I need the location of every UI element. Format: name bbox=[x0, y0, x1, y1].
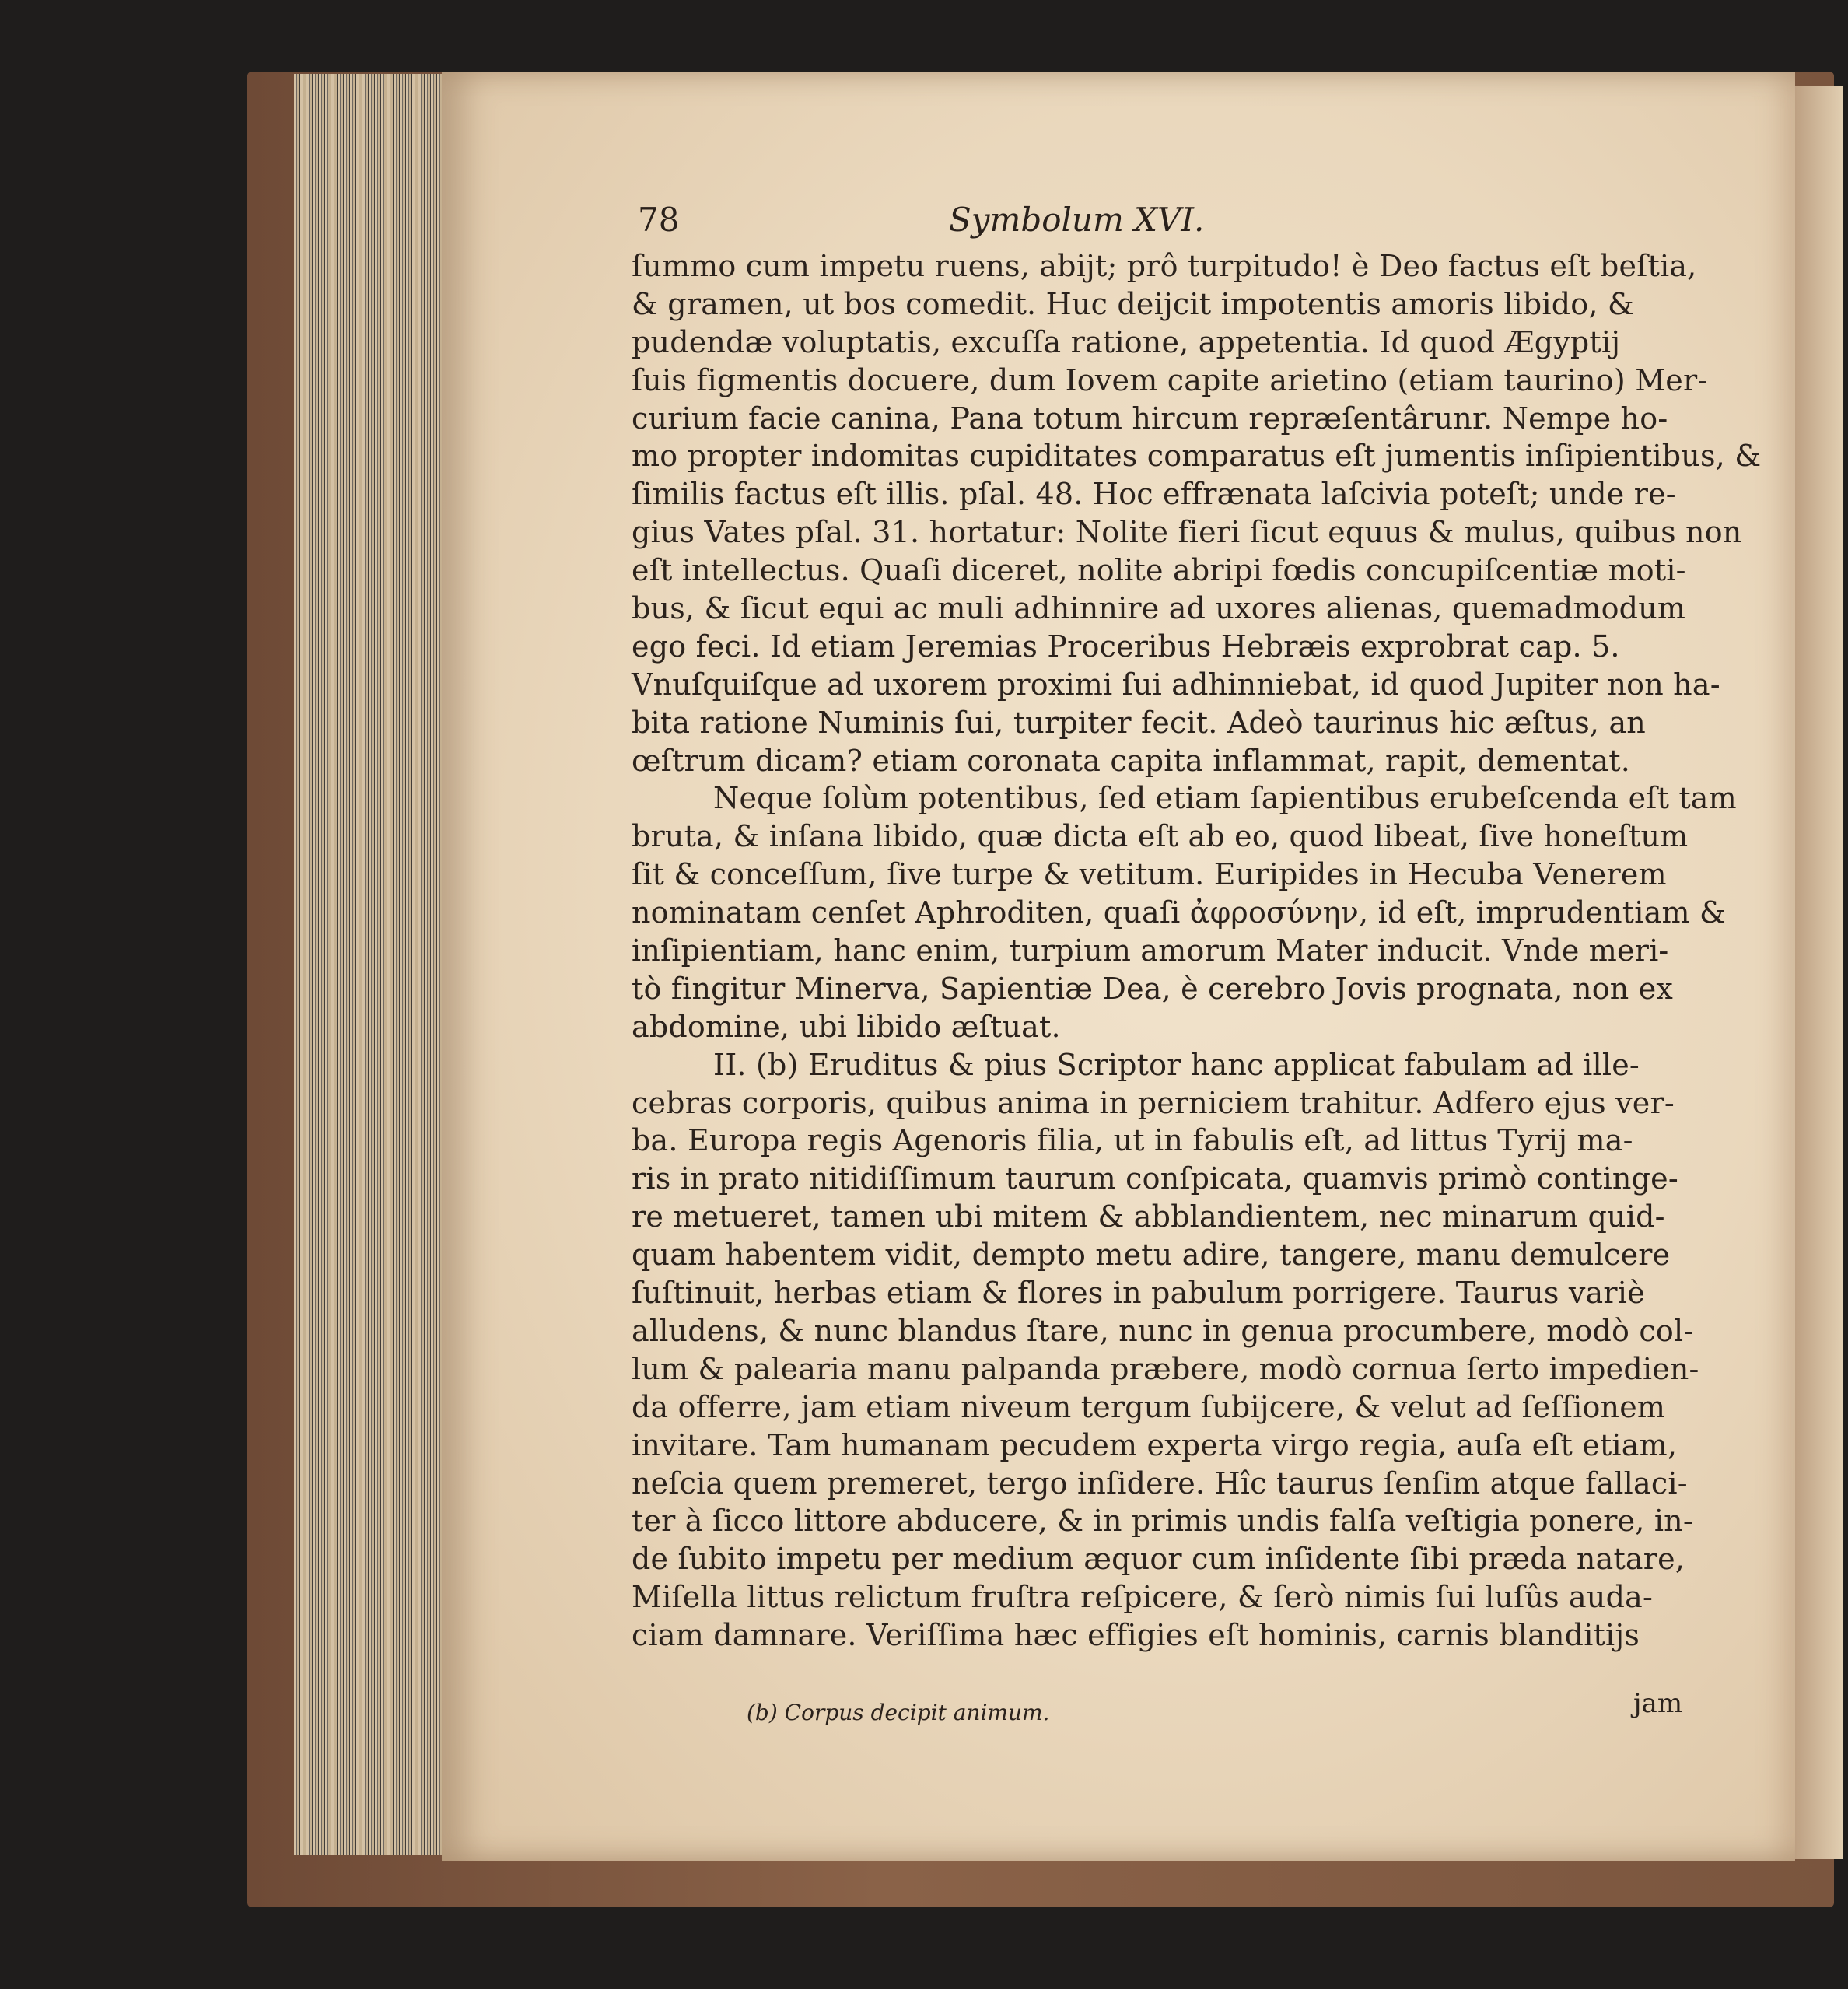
text-line: inſipientiam, hanc enim, turpium amorum Mater inducit. Vnde meri- bbox=[632, 933, 1669, 968]
text-line: quam habentem vidit, dempto metu adire, tangere, manu demulcere bbox=[632, 1238, 1671, 1273]
text-line: nominatam cenſet Aphroditen, quaſi ἀφροσύνην, id eſt, imprudentiam & bbox=[632, 895, 1727, 930]
text-line: ſimilis factus eſt illis. pſal. 48. Hoc effrænata laſcivia poteſt; unde re- bbox=[632, 477, 1676, 512]
facing-page-edge bbox=[1789, 86, 1843, 1859]
text-line: Vnuſquiſque ad uxorem proximi ſui adhinniebat, id quod Jupiter non ha- bbox=[632, 667, 1720, 702]
text-line: lum & palearia manu palpanda præbere, modò cornua ſerto impedien- bbox=[632, 1351, 1699, 1386]
text-line: re metueret, tamen ubi mitem & abblandientem, nec minarum quid- bbox=[632, 1199, 1665, 1234]
body-text bbox=[632, 247, 1762, 1655]
footnote: (b) Corpus decipit animum. bbox=[747, 1700, 1050, 1725]
text-line: ter à ſicco littore abducere, & in primis undis falſa veſtigia ponere, in- bbox=[632, 1504, 1693, 1539]
text-line: bruta, & inſana libido, quæ dicta eſt ab eo, quod libeat, ſive honeſtum bbox=[632, 819, 1689, 854]
text-line: invitare. Tam humanam pecudem experta virgo regia, auſa eſt etiam, bbox=[632, 1427, 1678, 1462]
text-line: tò fingitur Minerva, Sapientiæ Dea, è cerebro Jovis prognata, non ex bbox=[632, 971, 1674, 1006]
catchword: jam bbox=[1633, 1688, 1683, 1719]
text-line: bita ratione Numinis ſui, turpiter fecit. Adeò taurinus hic æſtus, an bbox=[632, 705, 1646, 740]
text-line: & gramen, ut bos comedit. Huc deijcit impotentis amoris libido, & bbox=[632, 286, 1634, 321]
text-line: Miſella littus relictum fruſtra reſpicere, & ſerò nimis ſui luſûs auda- bbox=[632, 1580, 1654, 1615]
text-line: ſuis figmentis docuere, dum Iovem capite arietino (etiam taurino) Mer- bbox=[632, 362, 1708, 397]
text-line: abdomine, ubi libido æſtuat. bbox=[632, 1009, 1061, 1044]
text-line: cebras corporis, quibus anima in perniciem trahitur. Adfero ejus ver- bbox=[632, 1085, 1675, 1120]
text-line: alludens, & nunc blandus ſtare, nunc in genua procumbere, modò col- bbox=[632, 1313, 1694, 1348]
text-line: ba. Europa regis Agenoris filia, ut in fabulis eſt, ad littus Tyrij ma- bbox=[632, 1123, 1633, 1158]
page-edges bbox=[294, 74, 442, 1855]
text-line: œſtrum dicam? etiam coronata capita inflammat, rapit, dementat. bbox=[632, 743, 1631, 778]
text-line: da offerre, jam etiam niveum tergum ſubijcere, & velut ad ſeſſionem bbox=[632, 1389, 1666, 1424]
text-line: pudendæ voluptatis, excuſſa ratione, appetentia. Id quod Ægyptij bbox=[632, 324, 1621, 359]
running-title: Symbolum XVI. bbox=[949, 201, 1205, 239]
text-line: de ſubito impetu per medium æquor cum inſidente ſibi præda natare, bbox=[632, 1542, 1685, 1577]
text-line: ſummo cum impetu ruens, abijt; prô turpitudo! è Deo factus eſt beſtia, bbox=[632, 249, 1697, 283]
text-line: eſt intellectus. Quaſi diceret, nolite abripi fœdis concupiſcentiæ moti- bbox=[632, 553, 1686, 588]
text-line: gius Vates pſal. 31. hortatur: Nolite fieri ſicut equus & mulus, quibus non bbox=[632, 515, 1742, 550]
text-line: ego feci. Id etiam Jeremias Proceribus Hebræis exprobrat cap. 5. bbox=[632, 629, 1620, 664]
text-line: ſuſtinuit, herbas etiam & flores in pabulum porrigere. Taurus variè bbox=[632, 1276, 1645, 1311]
text-line: II. (b) Eruditus & pius Scriptor hanc applicat fabulam ad ille- bbox=[713, 1047, 1640, 1082]
text-line: Neque ſolùm potentibus, ſed etiam ſapientibus erubeſcenda eſt tam bbox=[713, 781, 1737, 816]
text-line: bus, & ſicut equi ac muli adhinnire ad uxores alienas, quemadmodum bbox=[632, 591, 1686, 626]
page-number: 78 bbox=[638, 201, 680, 239]
text-line: curium facie canina, Pana totum hircum repræſentârunr. Nempe ho- bbox=[632, 401, 1668, 436]
text-line: mo propter indomitas cupiditates comparatus eſt jumentis inſipientibus, & bbox=[632, 439, 1762, 474]
text-line: ris in prato nitidiſſimum taurum conſpicata, quamvis primò continge- bbox=[632, 1161, 1678, 1196]
text-line: ſit & conceſſum, ſive turpe & vetitum. Euripides in Hecuba Venerem bbox=[632, 857, 1667, 892]
text-line: neſcia quem premeret, tergo inſidere. Hîc taurus ſenſim atque fallaci- bbox=[632, 1465, 1688, 1501]
running-head bbox=[638, 201, 1696, 247]
text-line: ciam damnare. Veriſſima hæc effigies eſt hominis, carnis blanditijs bbox=[632, 1618, 1640, 1653]
